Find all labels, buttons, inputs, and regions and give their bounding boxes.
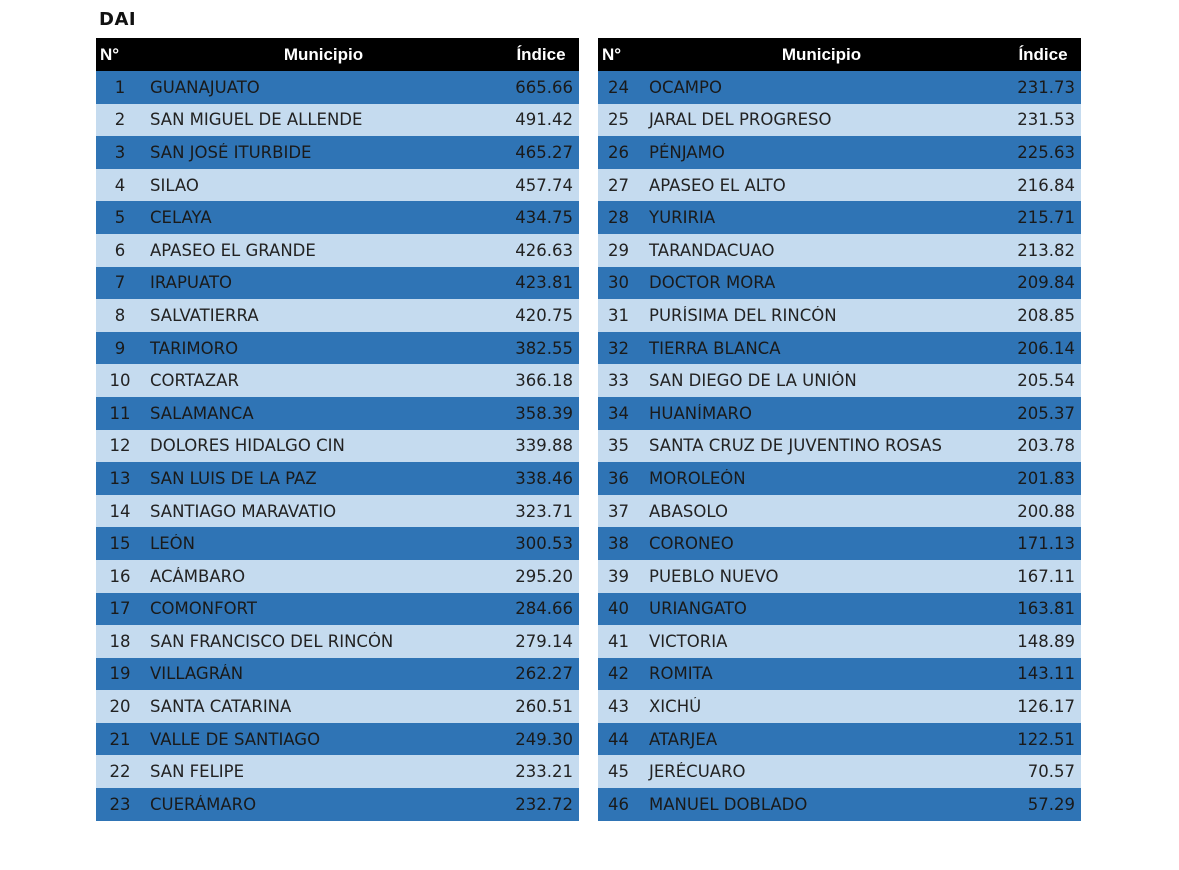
- cell-municipio: MOROLEÓN: [649, 468, 746, 488]
- cell-municipio: LEÓN: [150, 534, 195, 554]
- cell-num: 22: [109, 762, 131, 782]
- table-row: [598, 723, 1081, 756]
- table-body-left: [96, 71, 579, 821]
- cell-num: 46: [608, 794, 629, 814]
- cell-municipio: ROMITA: [649, 664, 713, 684]
- cell-indice: 434.75: [515, 208, 573, 228]
- cell-indice: 366.18: [515, 371, 573, 391]
- cell-num: 4: [114, 175, 126, 195]
- cell-indice: 225.63: [1017, 142, 1075, 162]
- cell-num: 11: [109, 403, 131, 423]
- table-body-right: [598, 71, 1081, 821]
- cell-municipio: DOLORES HIDALGO CIN: [150, 436, 345, 456]
- table-row: [598, 593, 1081, 626]
- cell-num: 33: [608, 371, 629, 391]
- cell-num: 20: [109, 697, 131, 717]
- cell-municipio: PÉNJAMO: [649, 142, 725, 162]
- cell-indice: 665.66: [515, 77, 573, 97]
- cell-indice: 208.85: [1017, 305, 1075, 325]
- cell-municipio: PUEBLO NUEVO: [649, 566, 779, 586]
- cell-indice: 491.42: [515, 110, 573, 130]
- table-row: [96, 625, 579, 658]
- cell-num: 43: [608, 697, 629, 717]
- cell-num: 37: [608, 501, 629, 521]
- table-row: [96, 104, 579, 137]
- cell-indice: 201.83: [1017, 468, 1075, 488]
- table-row: [96, 201, 579, 234]
- cell-indice: 279.14: [515, 631, 573, 651]
- cell-municipio: SILAO: [150, 175, 199, 195]
- header-municipio: Municipio: [781, 44, 862, 64]
- cell-indice: 426.63: [515, 240, 573, 260]
- cell-municipio: SANTIAGO MARAVATIO: [150, 501, 337, 521]
- cell-num: 25: [608, 110, 629, 130]
- cell-num: 15: [109, 534, 131, 554]
- cell-indice: 382.55: [515, 338, 573, 358]
- cell-num: 16: [109, 566, 131, 586]
- cell-indice: 233.21: [515, 762, 573, 782]
- cell-num: 18: [109, 631, 131, 651]
- table-header: [96, 38, 579, 71]
- cell-indice: 232.72: [515, 794, 573, 814]
- cell-municipio: APASEO EL GRANDE: [150, 240, 316, 260]
- cell-municipio: ABASOLO: [649, 501, 728, 521]
- table-row: [96, 527, 579, 560]
- cell-indice: 231.73: [1017, 77, 1075, 97]
- cell-indice: 163.81: [1017, 599, 1075, 619]
- cell-num: 21: [109, 729, 131, 749]
- page-title: DAI: [99, 9, 137, 30]
- table-row: [96, 658, 579, 691]
- table-left: [96, 38, 579, 821]
- cell-num: 34: [608, 403, 629, 423]
- cell-num: 35: [608, 436, 629, 456]
- cell-municipio: CORTAZAR: [150, 371, 239, 391]
- cell-indice: 295.20: [515, 566, 573, 586]
- header-indice: Índice: [1018, 44, 1068, 64]
- table-row: [96, 430, 579, 463]
- cell-num: 10: [109, 371, 131, 391]
- cell-indice: 206.14: [1017, 338, 1075, 358]
- cell-indice: 213.82: [1017, 240, 1075, 260]
- cell-num: 41: [608, 631, 629, 651]
- cell-num: 45: [608, 762, 629, 782]
- cell-indice: 358.39: [515, 403, 573, 423]
- cell-municipio: XICHÚ: [649, 697, 702, 717]
- cell-num: 8: [114, 305, 126, 325]
- cell-municipio: ACÁMBARO: [150, 566, 246, 586]
- cell-num: 29: [608, 240, 629, 260]
- cell-indice: 339.88: [515, 436, 573, 456]
- table-right: [598, 38, 1081, 821]
- cell-municipio: TARIMORO: [150, 338, 239, 358]
- table-row: [598, 560, 1081, 593]
- cell-municipio: OCAMPO: [649, 77, 722, 97]
- cell-indice: 167.11: [1017, 566, 1075, 586]
- cell-municipio: CUERÁMARO: [150, 794, 257, 814]
- cell-indice: 249.30: [515, 729, 573, 749]
- cell-indice: 423.81: [515, 273, 573, 293]
- cell-num: 9: [114, 338, 126, 358]
- cell-indice: 420.75: [515, 305, 573, 325]
- table-row: [96, 299, 579, 332]
- cell-indice: 126.17: [1017, 697, 1075, 717]
- cell-indice: 260.51: [515, 697, 573, 717]
- cell-indice: 122.51: [1017, 729, 1075, 749]
- table-row: [598, 169, 1081, 202]
- table-row: [96, 560, 579, 593]
- cell-indice: 200.88: [1017, 501, 1075, 521]
- cell-municipio: SANTA CRUZ DE JUVENTINO ROSAS: [649, 436, 942, 456]
- cell-municipio: SALVATIERRA: [150, 305, 259, 325]
- cell-num: 24: [608, 77, 629, 97]
- cell-municipio: SAN MIGUEL DE ALLENDE: [150, 110, 363, 130]
- table-row: [96, 788, 579, 821]
- cell-municipio: CORONEO: [649, 534, 734, 554]
- header-num: N°: [100, 44, 120, 64]
- cell-indice: 300.53: [515, 534, 573, 554]
- table-row: [598, 430, 1081, 463]
- table-row: [598, 104, 1081, 137]
- cell-indice: 284.66: [515, 599, 573, 619]
- cell-num: 13: [109, 468, 131, 488]
- cell-municipio: DOCTOR MORA: [649, 273, 776, 293]
- cell-num: 1: [114, 77, 126, 97]
- table-row: [598, 527, 1081, 560]
- cell-municipio: SAN JOSÉ ITURBIDE: [150, 142, 312, 162]
- table-row: [598, 234, 1081, 267]
- table-row: [598, 788, 1081, 821]
- table-row: [96, 690, 579, 723]
- table-row: [598, 71, 1081, 104]
- table-row: [598, 136, 1081, 169]
- cell-indice: 209.84: [1017, 273, 1075, 293]
- cell-num: 32: [608, 338, 629, 358]
- cell-num: 36: [608, 468, 629, 488]
- cell-indice: 231.53: [1017, 110, 1075, 130]
- cell-municipio: URIANGATO: [649, 599, 747, 619]
- cell-num: 42: [608, 664, 629, 684]
- cell-municipio: HUANÍMARO: [649, 403, 752, 423]
- cell-municipio: ATARJEA: [649, 729, 718, 749]
- cell-indice: 171.13: [1017, 534, 1075, 554]
- cell-indice: 70.57: [1027, 762, 1075, 782]
- cell-num: 19: [109, 664, 131, 684]
- cell-municipio: APASEO EL ALTO: [649, 175, 786, 195]
- table-row: [96, 332, 579, 365]
- cell-municipio: MANUEL DOBLADO: [649, 794, 808, 814]
- cell-municipio: TARANDACUAO: [649, 240, 775, 260]
- cell-num: 30: [608, 273, 629, 293]
- cell-num: 17: [109, 599, 131, 619]
- cell-num: 31: [608, 305, 629, 325]
- cell-num: 40: [608, 599, 629, 619]
- cell-municipio: COMONFORT: [150, 599, 257, 619]
- table-row: [96, 495, 579, 528]
- cell-num: 38: [608, 534, 629, 554]
- header-num: N°: [602, 44, 622, 64]
- table-row: [598, 299, 1081, 332]
- cell-municipio: CELAYA: [150, 208, 212, 228]
- cell-municipio: SAN LUIS DE LA PAZ: [150, 468, 317, 488]
- cell-indice: 205.37: [1017, 403, 1075, 423]
- cell-num: 44: [608, 729, 629, 749]
- cell-num: 28: [608, 208, 629, 228]
- table-row: [598, 397, 1081, 430]
- cell-num: 14: [109, 501, 131, 521]
- table-row: [598, 462, 1081, 495]
- cell-indice: 205.54: [1017, 371, 1075, 391]
- cell-num: 27: [608, 175, 629, 195]
- header-indice: Índice: [516, 44, 566, 64]
- cell-indice: 457.74: [515, 175, 573, 195]
- cell-indice: 215.71: [1017, 208, 1075, 228]
- cell-indice: 143.11: [1017, 664, 1075, 684]
- table-row: [598, 332, 1081, 365]
- table-row: [598, 625, 1081, 658]
- cell-municipio: VILLAGRÁN: [150, 664, 244, 684]
- cell-municipio: PURÍSIMA DEL RINCÓN: [649, 305, 837, 325]
- cell-num: 6: [114, 240, 126, 260]
- cell-municipio: SALAMANCA: [150, 403, 254, 423]
- cell-municipio: SANTA CATARINA: [150, 697, 292, 717]
- table-row: [96, 593, 579, 626]
- cell-municipio: JERÉCUARO: [649, 762, 746, 782]
- cell-municipio: JARAL DEL PROGRESO: [649, 110, 832, 130]
- cell-indice: 323.71: [515, 501, 573, 521]
- cell-num: 7: [114, 273, 126, 293]
- cell-indice: 262.27: [515, 664, 573, 684]
- cell-num: 2: [114, 110, 126, 130]
- cell-num: 12: [109, 436, 131, 456]
- table-row: [598, 364, 1081, 397]
- table-row: [598, 658, 1081, 691]
- table-row: [96, 364, 579, 397]
- cell-num: 23: [109, 794, 131, 814]
- cell-indice: 148.89: [1017, 631, 1075, 651]
- table-row: [96, 755, 579, 788]
- table-row: [96, 462, 579, 495]
- cell-municipio: SAN FRANCISCO DEL RINCÓN: [150, 631, 394, 651]
- table-row: [598, 755, 1081, 788]
- cell-municipio: GUANAJUATO: [150, 77, 260, 97]
- cell-municipio: TIERRA BLANCA: [649, 338, 781, 358]
- cell-num: 3: [114, 142, 126, 162]
- cell-num: 5: [114, 208, 126, 228]
- cell-indice: 203.78: [1017, 436, 1075, 456]
- cell-indice: 216.84: [1017, 175, 1075, 195]
- cell-indice: 338.46: [515, 468, 573, 488]
- cell-num: 26: [608, 142, 629, 162]
- cell-municipio: SAN DIEGO DE LA UNIÓN: [649, 371, 857, 391]
- table-row: [598, 267, 1081, 300]
- cell-municipio: VALLE DE SANTIAGO: [150, 729, 321, 749]
- cell-num: 39: [608, 566, 629, 586]
- table-row: [96, 71, 579, 104]
- table-row: [598, 495, 1081, 528]
- table-row: [96, 267, 579, 300]
- table-row: [96, 723, 579, 756]
- cell-municipio: YURIRIA: [649, 208, 716, 228]
- table-row: [96, 136, 579, 169]
- table-row: [598, 690, 1081, 723]
- table-row: [598, 201, 1081, 234]
- cell-municipio: IRAPUATO: [150, 273, 233, 293]
- cell-municipio: SAN FELIPE: [150, 762, 245, 782]
- table-row: [96, 169, 579, 202]
- table-header: [598, 38, 1081, 71]
- table-row: [96, 397, 579, 430]
- table-row: [96, 234, 579, 267]
- cell-indice: 57.29: [1027, 794, 1075, 814]
- header-municipio: Municipio: [283, 44, 364, 64]
- cell-municipio: VICTORIA: [649, 631, 728, 651]
- cell-indice: 465.27: [515, 142, 573, 162]
